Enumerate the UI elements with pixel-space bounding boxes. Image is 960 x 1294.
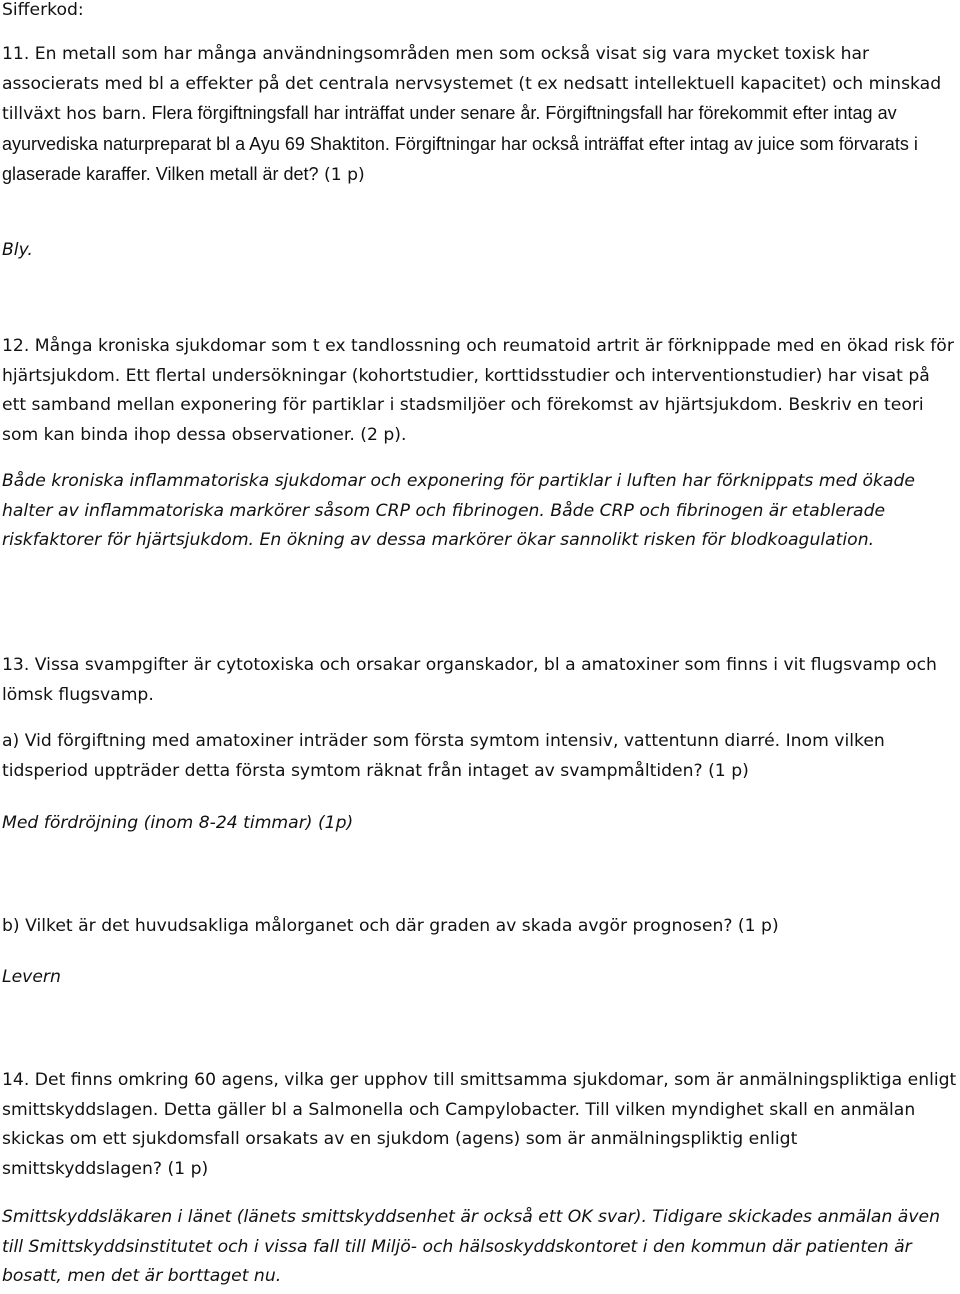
answer-13a: Med fördröjning (inom 8-24 timmar) (1p) (2, 813, 354, 833)
question-13-intro: 13. Vissa svampgifter är cytotoxiska och orsakar organskador, bl a amatoxiner som finns i vit flugsvamp och lömsk flugsvamp. (2, 655, 937, 705)
answer-13b: Levern (2, 967, 61, 987)
question-11-points: (1 p) (318, 165, 365, 186)
question-11-text-part1: 11. En metall som har många användningsområden men som också visat sig vara mycket toxisk har associerats med bl a effekter på det centrala nervsystemet (t ex nedsatt intellektuell kapacitet) och minskad tillväxt hos barn. (2, 44, 942, 125)
answer-14: Smittskyddsläkaren i länet (länets smittskyddsenhet är också ett OK svar). Tidigare skickades anmälan även till Smittskyddsinstitutet och i vissa fall till Miljö- och hälsoskyddskontoret i den kommun där patienten är bosatt, men det är borttaget nu. (2, 1207, 940, 1287)
answer-12: Både kroniska inflammatoriska sjukdomar och exponering för partiklar i luften har förknippats med ökade halter av inflammatoriska markörer såsom CRP och fibrinogen. Både CRP och fibrinogen är etablerade riskfaktorer för hjärtsjukdom. En ökning av dessa markörer ökar sannolikt risken för blodkoagulation. (2, 471, 916, 551)
question-11-text-part2: Flera förgiftningsfall har inträffat under senare år. Förgiftningsfall har förekommit efter intag av ayurvediska naturpreparat bl a Ayu 69 Shaktiton. Förgiftningar har också inträffat efter intag av juice som förvarats i glaserade karaffer. Vilken metall är det? (2, 103, 918, 185)
question-13a: a) Vid förgiftning med amatoxiner inträder som första symtom intensiv, vattentunn diarré. Inom vilken tidsperiod uppträder detta första symtom räknat från intaget av svampmåltiden? (1 p) (2, 731, 885, 781)
answer-11: Bly. (2, 240, 33, 260)
question-13b: b) Vilket är det huvudsakliga målorganet och där graden av skada avgör prognosen? (1 p) (2, 916, 779, 936)
sifferkod-label: Sifferkod: (2, 0, 84, 20)
question-12 (2, 332, 957, 450)
question-12-text: 12. Många kroniska sjukdomar som t ex tandlossning och reumatoid artrit är förknippade med en ökad risk för hjärtsjukdom. Ett flertal undersökningar (kohortstudier, korttidsstudier och interventionstudier) har visat på ett samband mellan exponering för partiklar i stadsmiljöer och förekomst av hjärtsjukdom. Beskriv en teori som kan binda ihop dessa observationer. (2 p). (2, 336, 954, 445)
question-11 (2, 40, 957, 191)
question-11-text (2, 40, 957, 191)
question-14: 14. Det finns omkring 60 agens, vilka ger upphov till smittsamma sjukdomar, som är anmälningspliktiga enligt smittskyddslagen. Detta gäller bl a Salmonella och Campylobacter. Till vilken myndighet skall en anmälan skickas om ett sjukdomsfall orsakats av en sjukdom (agens) som är anmälningspliktig enligt smittskyddslagen? (1 p) (2, 1070, 957, 1179)
